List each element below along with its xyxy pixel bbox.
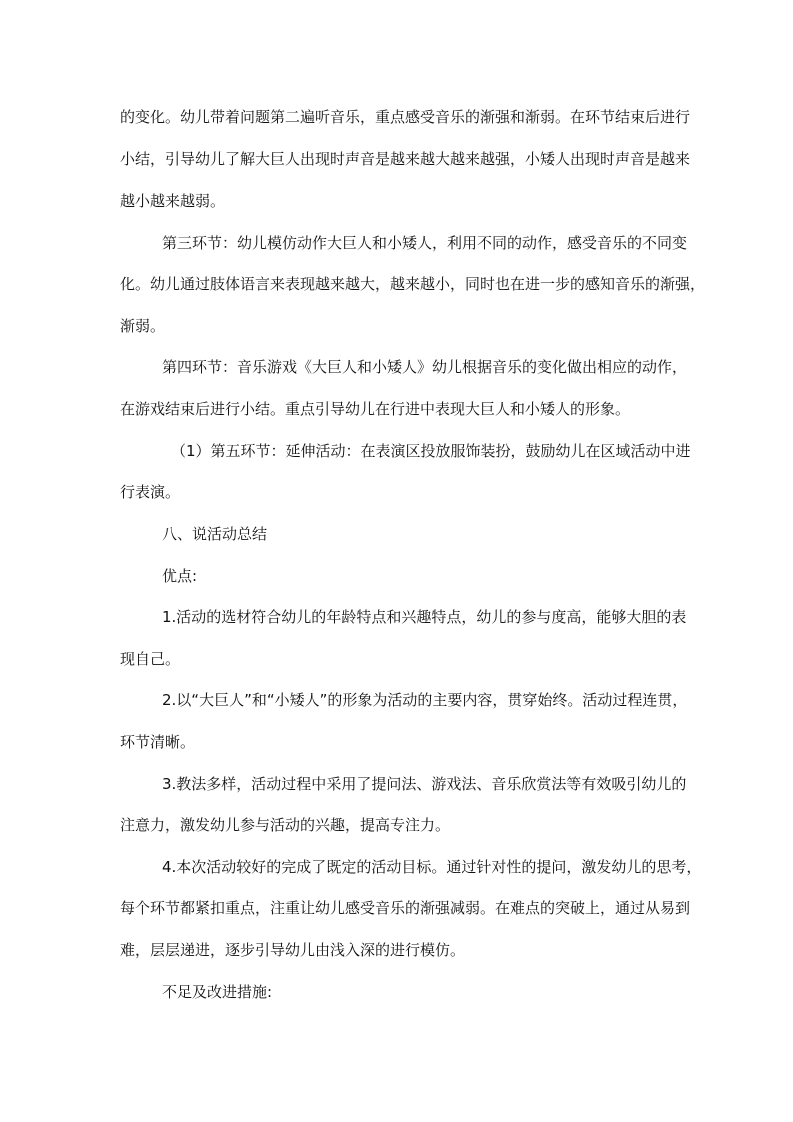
section-heading: 八、说活动总结 bbox=[162, 525, 268, 543]
paragraph-line: 的变化。幼儿带着问题第二遍听音乐，重点感受音乐的渐强和渐弱。在环节结束后进行 bbox=[120, 108, 691, 126]
paragraph-line: 难，层层递进，逐步引导幼儿由浅入深的进行模仿。 bbox=[120, 941, 466, 959]
paragraph-line: 4.本次活动较好的完成了既定的活动目标。通过针对性的提问，激发幼儿的思考， bbox=[162, 858, 702, 876]
paragraph-line: 2.以“大巨人”和“小矮人”的形象为活动的主要内容，贯穿始终。活动过程连贯， bbox=[162, 691, 688, 709]
paragraph-line: 1.活动的选材符合幼儿的年龄特点和兴趣特点，幼儿的参与度高，能够大胆的表 bbox=[162, 608, 687, 626]
paragraph-line: 渐弱。 bbox=[120, 317, 166, 335]
paragraph-line: 环节清晰。 bbox=[120, 733, 196, 751]
paragraph-line: 第四环节：音乐游戏《大巨人和小矮人》幼儿根据音乐的变化做出相应的动作， bbox=[162, 358, 688, 376]
subsection-heading: 不足及改进措施: bbox=[162, 983, 273, 1001]
paragraph-line: 现自己。 bbox=[120, 650, 181, 668]
paragraph-line: 越小越来越弱。 bbox=[120, 192, 226, 210]
paragraph-line: 小结，引导幼儿了解大巨人出现时声音是越来越大越来越强，小矮人出现时声音是越来 bbox=[120, 150, 691, 168]
paragraph-line: （1）第五环节：延伸活动：在表演区投放服饰装扮，鼓励幼儿在区域活动中进 bbox=[171, 442, 691, 460]
paragraph-line: 注意力，激发幼儿参与活动的兴趣，提高专注力。 bbox=[120, 816, 451, 834]
paragraph-line: 在游戏结束后进行小结。重点引导幼儿在行进中表现大巨人和小矮人的形象。 bbox=[120, 400, 631, 418]
paragraph-line: 行表演。 bbox=[120, 483, 181, 501]
paragraph-line: 每个环节都紧扣重点，注重让幼儿感受音乐的渐强减弱。在难点的突破上，通过从易到 bbox=[120, 899, 691, 917]
subsection-heading: 优点: bbox=[162, 567, 198, 585]
paragraph-line: 第三环节：幼儿模仿动作大巨人和小矮人，利用不同的动作，感受音乐的不同变 bbox=[162, 234, 688, 252]
paragraph-line: 化。幼儿通过肢体语言来表现越来越大，越来越小，同时也在进一步的感知音乐的渐强， bbox=[120, 275, 706, 293]
paragraph-line: 3.教法多样，活动过程中采用了提问法、游戏法、音乐欣赏法等有效吸引幼儿的 bbox=[162, 775, 687, 793]
